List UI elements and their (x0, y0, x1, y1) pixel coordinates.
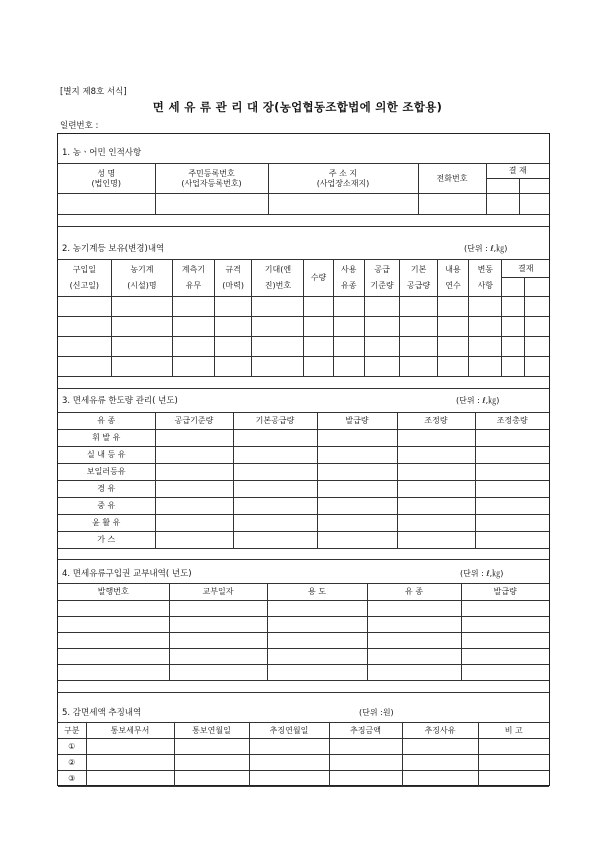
name-field[interactable] (58, 194, 155, 215)
section-1-table (58, 163, 549, 227)
supply-standard-header: 공급기준량 (155, 413, 233, 430)
oil-type-header: 유 종 (367, 584, 461, 601)
row-number: ② (58, 755, 86, 771)
oil-type-header: 유 종 (58, 413, 155, 430)
approval-cell[interactable] (519, 194, 549, 215)
approval-cell[interactable] (525, 278, 549, 297)
quantity-header: 수량 (304, 260, 333, 297)
notice-date-header: 통보연월일 (174, 723, 249, 739)
approval-cell[interactable] (486, 179, 519, 194)
section-3-unit: (단위 : ℓ,㎏) (456, 396, 500, 405)
table-row (58, 317, 549, 337)
row-number: ① (58, 739, 86, 755)
issued-amount-header: 발급량 (461, 584, 549, 601)
serial-number-label: 일련번호 : (60, 121, 99, 131)
approval-cell[interactable] (486, 194, 519, 215)
approval-cell[interactable] (502, 278, 525, 297)
table-row (58, 633, 549, 649)
meter-header: 계측기 유무 (173, 260, 215, 297)
table-row (58, 649, 549, 665)
table-row (58, 617, 549, 633)
form-number: [별지 제8호 서식] (60, 87, 127, 97)
table-row (58, 665, 549, 681)
table-row (58, 464, 549, 481)
basic-supply-header: 기본 공급량 (400, 260, 438, 297)
oil-type-header: 사용 유종 (333, 260, 364, 297)
section-4-table (58, 583, 549, 693)
supply-standard-header: 공급 기준량 (364, 260, 399, 297)
spacer-row (58, 377, 549, 389)
table-row (58, 771, 549, 787)
form-frame (57, 133, 550, 786)
oil-type-label: 경 유 (58, 481, 155, 498)
resident-id-header: 주민등록번호 (사업자등록번호) (155, 164, 268, 194)
oil-type-label: 가 스 (58, 532, 155, 549)
phone-header: 전화번호 (418, 164, 486, 194)
table-row (58, 532, 549, 549)
issue-number-header: 발행번호 (58, 584, 169, 601)
issued-amount-header: 발급량 (317, 413, 397, 430)
phone-field[interactable] (418, 194, 486, 215)
category-header: 구분 (58, 723, 86, 739)
oil-type-label: 휘 발 유 (58, 430, 155, 447)
section-5-title: 5. 감면세액 추징내역 (62, 708, 142, 718)
table-row (58, 447, 549, 464)
table-row (58, 357, 549, 377)
collection-amount-header: 추징금액 (329, 723, 402, 739)
oil-type-label: 보일러등유 (58, 464, 155, 481)
table-row (58, 430, 549, 447)
section-5-unit: (단위 :원) (359, 708, 394, 717)
issue-date-header: 교부일자 (169, 584, 267, 601)
adjusted-total-header: 조정총량 (475, 413, 549, 430)
purchase-date-header: 구입일 (신고일) (58, 260, 111, 297)
section-4-unit: (단위 : ℓ,㎏) (460, 569, 504, 578)
engine-no-header: 기대(엔 진)번호 (252, 260, 304, 297)
service-years-header: 내용 연수 (437, 260, 468, 297)
notifying-office-header: 통보세무서 (86, 723, 174, 739)
adjustment-header: 조정량 (397, 413, 475, 430)
section-2-unit: (단위 : ℓ,㎏) (464, 244, 508, 253)
approval-cell[interactable] (519, 179, 549, 194)
spacer-row (58, 681, 549, 693)
oil-type-label: 실 내 등 유 (58, 447, 155, 464)
purpose-header: 용 도 (267, 584, 367, 601)
table-row (58, 601, 549, 617)
change-header: 변동 사항 (469, 260, 502, 297)
section-1-title: 1. 농ㆍ어민 인적사항 (62, 148, 142, 158)
table-row (58, 337, 549, 357)
section-2-table (58, 259, 549, 389)
section-3-title: 3. 면세유류 한도량 관리( 년도) (62, 396, 178, 406)
form-title: 면 세 유 류 관 리 대 장(농업협동조합법에 의한 조합용) (152, 100, 443, 114)
spec-header: 규격 (마력) (214, 260, 252, 297)
machine-name-header: 농기계 (시설)명 (111, 260, 173, 297)
approval-header: 결재 (502, 260, 549, 278)
row-number: ③ (58, 771, 86, 787)
resident-id-field[interactable] (155, 194, 268, 215)
approval-header: 결 재 (486, 164, 549, 179)
section-5-table (58, 722, 549, 787)
table-row (58, 515, 549, 532)
table-row (58, 739, 549, 755)
table-row (58, 297, 549, 317)
address-field[interactable] (268, 194, 418, 215)
section-4-title: 4. 면세유류구입권 교부내역( 년도) (62, 569, 192, 579)
collection-date-header: 추징연월일 (249, 723, 329, 739)
section-3-table (58, 412, 549, 560)
address-header: 주 소 지 (사업장소재지) (268, 164, 418, 194)
collection-reason-header: 추징사유 (402, 723, 478, 739)
remarks-header: 비 고 (478, 723, 549, 739)
table-row (58, 755, 549, 771)
table-row (58, 498, 549, 515)
section-2-title: 2. 농기계등 보유(변경)내역 (62, 244, 165, 254)
name-header: 성 명 (법인명) (58, 164, 155, 194)
oil-type-label: 윤 활 유 (58, 515, 155, 532)
table-row (58, 481, 549, 498)
basic-supply-header: 기본공급량 (233, 413, 317, 430)
oil-type-label: 중 유 (58, 498, 155, 515)
spacer-row (58, 215, 549, 227)
spacer-row (58, 549, 549, 560)
